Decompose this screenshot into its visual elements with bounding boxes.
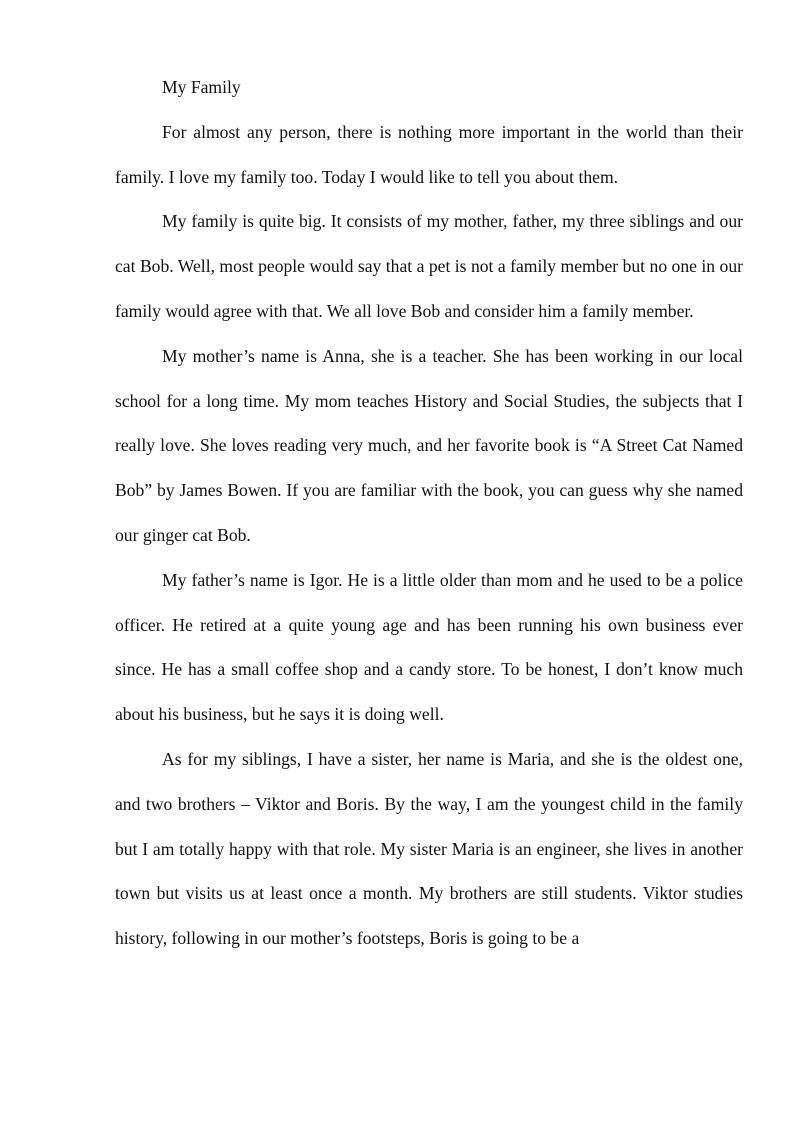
paragraph-mother: My mother’s name is Anna, she is a teacher. She has been working in our local school for a long time. My mom teaches History and Social Studies, the subjects that I really love. She loves reading very much, and her favorite book is “A Street Cat Named Bob” by James Bowen. If you are familiar with the book, you can guess why she named our ginger cat Bob. — [115, 345, 743, 545]
paragraph-siblings: As for my siblings, I have a sister, her name is Maria, and she is the oldest one, and two brothers – Viktor and Boris. By the way, I am the youngest child in the family but I am totally happy with that role. My sister Maria is an engineer, she lives in another town but visits us at least once a month. My brothers are still students. Viktor studies history, following in our mother’s footsteps, Boris is going to be a — [115, 748, 743, 949]
paragraph-intro: For almost any person, there is nothing more important in the world than their family. I love my family too. Today I would like to tell you about them. — [115, 121, 743, 187]
paragraph-family-size: My family is quite big. It consists of my mother, father, my three siblings and our cat Bob. Well, most people would say that a pet is not a family member but no one in our family would agree with that. We all love Bob and consider him a family member. — [115, 211, 743, 321]
document-title: My Family — [162, 77, 241, 97]
paragraph-father: My father’s name is Igor. He is a little older than mom and he used to be a police officer. He retired at a quite young age and has been running his own business ever since. He has a small coffee shop and a candy store. To be honest, I don’t know much about his business, but he says it is doing well. — [115, 569, 743, 725]
document-body — [115, 65, 743, 961]
